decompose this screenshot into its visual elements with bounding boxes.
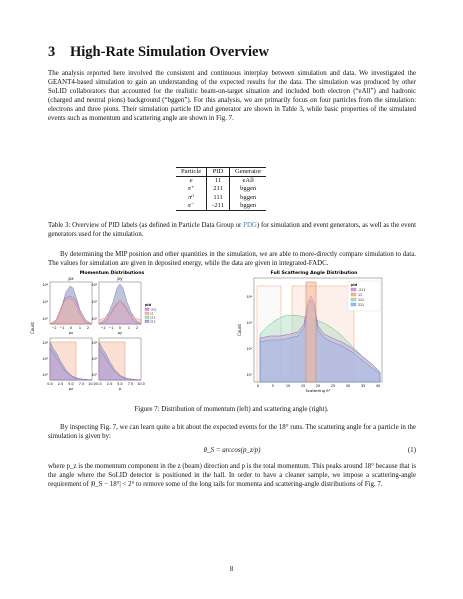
table-cell: 211: [207, 185, 230, 193]
panel-pz: [42, 338, 95, 391]
y-tick: 10³: [246, 321, 252, 325]
legend-label: 11: [150, 311, 154, 316]
momentum-figure-title: Momentum Distributions: [79, 271, 145, 276]
y-tick: 10²: [246, 347, 252, 351]
x-tick: 5.0: [117, 382, 123, 386]
x-tick: 1: [127, 326, 131, 330]
y-tick: 10²: [91, 373, 97, 377]
x-label-p: p: [118, 387, 122, 391]
x-tick: 1: [78, 326, 82, 330]
x-label-px: px: [68, 331, 74, 335]
page-number: 8: [229, 565, 234, 573]
x-tick: 0.0: [96, 382, 102, 386]
x-tick: 40: [375, 384, 381, 388]
legend-label: 11: [358, 292, 363, 297]
table-caption: Table 3: Overview of PID labels (as defined in Particle Data Group or PDG) for simulation and event generators, as well as the event generators used for the simulation.: [48, 222, 416, 238]
panel-py: [91, 276, 141, 335]
table-cell: 11: [207, 177, 230, 186]
y-tick: 10⁴: [246, 295, 252, 299]
pid-table: [176, 167, 266, 211]
x-tick: 2.5: [57, 382, 64, 386]
figure-7: [0, 268, 463, 398]
pdg-link[interactable]: PDG: [243, 222, 257, 229]
x-tick: 5: [271, 384, 275, 388]
x-tick: 7.5: [78, 382, 85, 386]
x-tick: 25: [330, 384, 336, 388]
legend-label: -211: [150, 307, 157, 312]
momentum-y-label: Count: [30, 322, 35, 334]
table-cell: bggen: [240, 193, 257, 201]
x-tick: 0: [69, 326, 73, 330]
inspection-paragraph: By inspecting Fig. 7, we can learn quite a bit about the expected events for the 18° runs. The scattering angle for a particle in the simulation is given by:: [48, 424, 416, 440]
panel-title-py: py: [117, 276, 123, 281]
panel-title-px: px: [68, 276, 74, 281]
y-tick: 10⁴: [91, 283, 97, 287]
y-tick: 10⁴: [42, 341, 48, 345]
y-tick: 10⁴: [42, 283, 48, 287]
x-tick: 2.5: [106, 382, 113, 386]
y-tick: 10³: [42, 357, 48, 361]
x-tick: −1: [108, 326, 114, 330]
x-tick: 15: [300, 384, 306, 388]
y-tick: 10¹: [246, 373, 252, 377]
scattering-figure-title: Full Scattering Angle Distribution: [270, 271, 358, 276]
legend-label: -211: [358, 287, 366, 292]
comparison-paragraph: By determining the MIP position and other quantities in the simulation, we are able to more-directly compare simulation to data. The values for simulation are given in deposited energy, while the data are given in integrated-FADC.: [48, 251, 416, 267]
x-tick: 10.0: [137, 382, 145, 386]
table-cell: -211: [207, 202, 230, 211]
x-tick: 20: [315, 384, 321, 388]
scattering-angle-plot: [237, 270, 382, 393]
y-tick: 10²: [42, 317, 48, 321]
scattering-x-label: Scattering θ°: [305, 388, 331, 393]
angle-cut-paragraph: where p_z is the momentum component in the z (beam) direction and p is the total momentum. This peaks around 18° because that is the angle where the SoLID detector is positioned in the hall. In order to have a cleaner sample, we impose a scattering-angle requirement of |θ_S − 18°| < 2° to remove some of the long tails for momenta and scattering-angle distributions of Fig. 7.: [48, 463, 416, 488]
table-row: [176, 202, 266, 211]
table-cell: e: [176, 177, 207, 186]
section-number: 3: [48, 44, 56, 60]
x-tick: 2: [135, 326, 139, 330]
x-tick: −2: [51, 326, 57, 330]
x-tick: 10: [285, 384, 291, 388]
x-tick: 2: [86, 326, 90, 330]
x-tick: 5.0: [68, 382, 74, 386]
x-tick: −1: [59, 326, 65, 330]
legend-title: pid: [145, 303, 152, 307]
y-tick: 10³: [42, 300, 48, 304]
table-cell: π⁻: [176, 202, 207, 211]
section-heading: [48, 44, 269, 61]
legend-label: 211: [358, 302, 365, 307]
table-row: [176, 194, 266, 202]
x-tick: 0: [118, 326, 122, 330]
equation-text: θ_S = arccos(p_z/p): [203, 446, 261, 454]
table-cell: 111: [207, 194, 230, 202]
scattering-legend: [348, 281, 380, 311]
y-tick: 10²: [91, 317, 97, 321]
panel-p: [91, 338, 144, 391]
table-header-pid: PID: [207, 168, 230, 177]
y-tick: 10⁴: [91, 341, 97, 345]
legend-label: 111: [150, 315, 156, 320]
section-title: High-Rate Simulation Overview: [70, 44, 269, 60]
table-row: [176, 185, 266, 193]
y-tick: 10²: [42, 373, 48, 377]
momentum-legend: [145, 303, 157, 324]
x-tick: 10.0: [88, 382, 96, 386]
figure-caption: Figure 7: Distribution of momentum (left) and scattering angle (right).: [134, 406, 329, 413]
legend-label: 211: [150, 319, 156, 324]
y-tick: 10³: [91, 357, 97, 361]
x-tick: 0.0: [47, 382, 53, 386]
table-row: [176, 177, 266, 186]
intro-paragraph: The analysis reported here involved the consistent and continuous interplay between simulation and data. We investigated the GEANT4-based simulation to gain an understanding of the expected results for the data. The simulation was produced by other SoLID collaborators that accounted for the realistic beam-on-target situation and included both electron (“eAll”) and hadronic (charged and neutral pions) background (“bggen”). For this analysis, we are primarily focus on four particles from the simulation: electrons and three pions. Their simulation particle ID and generator are shown in Table 3, while basic properties of the simulated events such as momentum and scattering angle are shown in Fig. 7.: [48, 70, 416, 122]
legend-title: pid: [351, 283, 358, 287]
x-tick: 30: [345, 384, 351, 388]
x-tick: 7.5: [127, 382, 134, 386]
x-tick: 0: [256, 384, 260, 388]
x-tick: −2: [100, 326, 106, 330]
table-header-particle: Particle: [176, 168, 207, 177]
table-cell: bggen: [229, 202, 266, 211]
table-cell: eAll: [242, 177, 254, 185]
scattering-y-label: Count: [237, 324, 242, 336]
table-header-generator: Generator: [229, 168, 266, 177]
table-cell: π⁰: [176, 194, 207, 202]
equation-number: (1): [407, 446, 416, 454]
y-tick: 10³: [91, 300, 97, 304]
panel-px: [42, 276, 92, 335]
x-label-pz: pz: [68, 387, 74, 391]
x-tick: 35: [360, 384, 366, 388]
legend-label: 111: [358, 297, 365, 302]
table-cell: π⁺: [176, 185, 207, 193]
x-label-py: py: [117, 331, 123, 335]
table-cell: bggen: [240, 185, 257, 193]
